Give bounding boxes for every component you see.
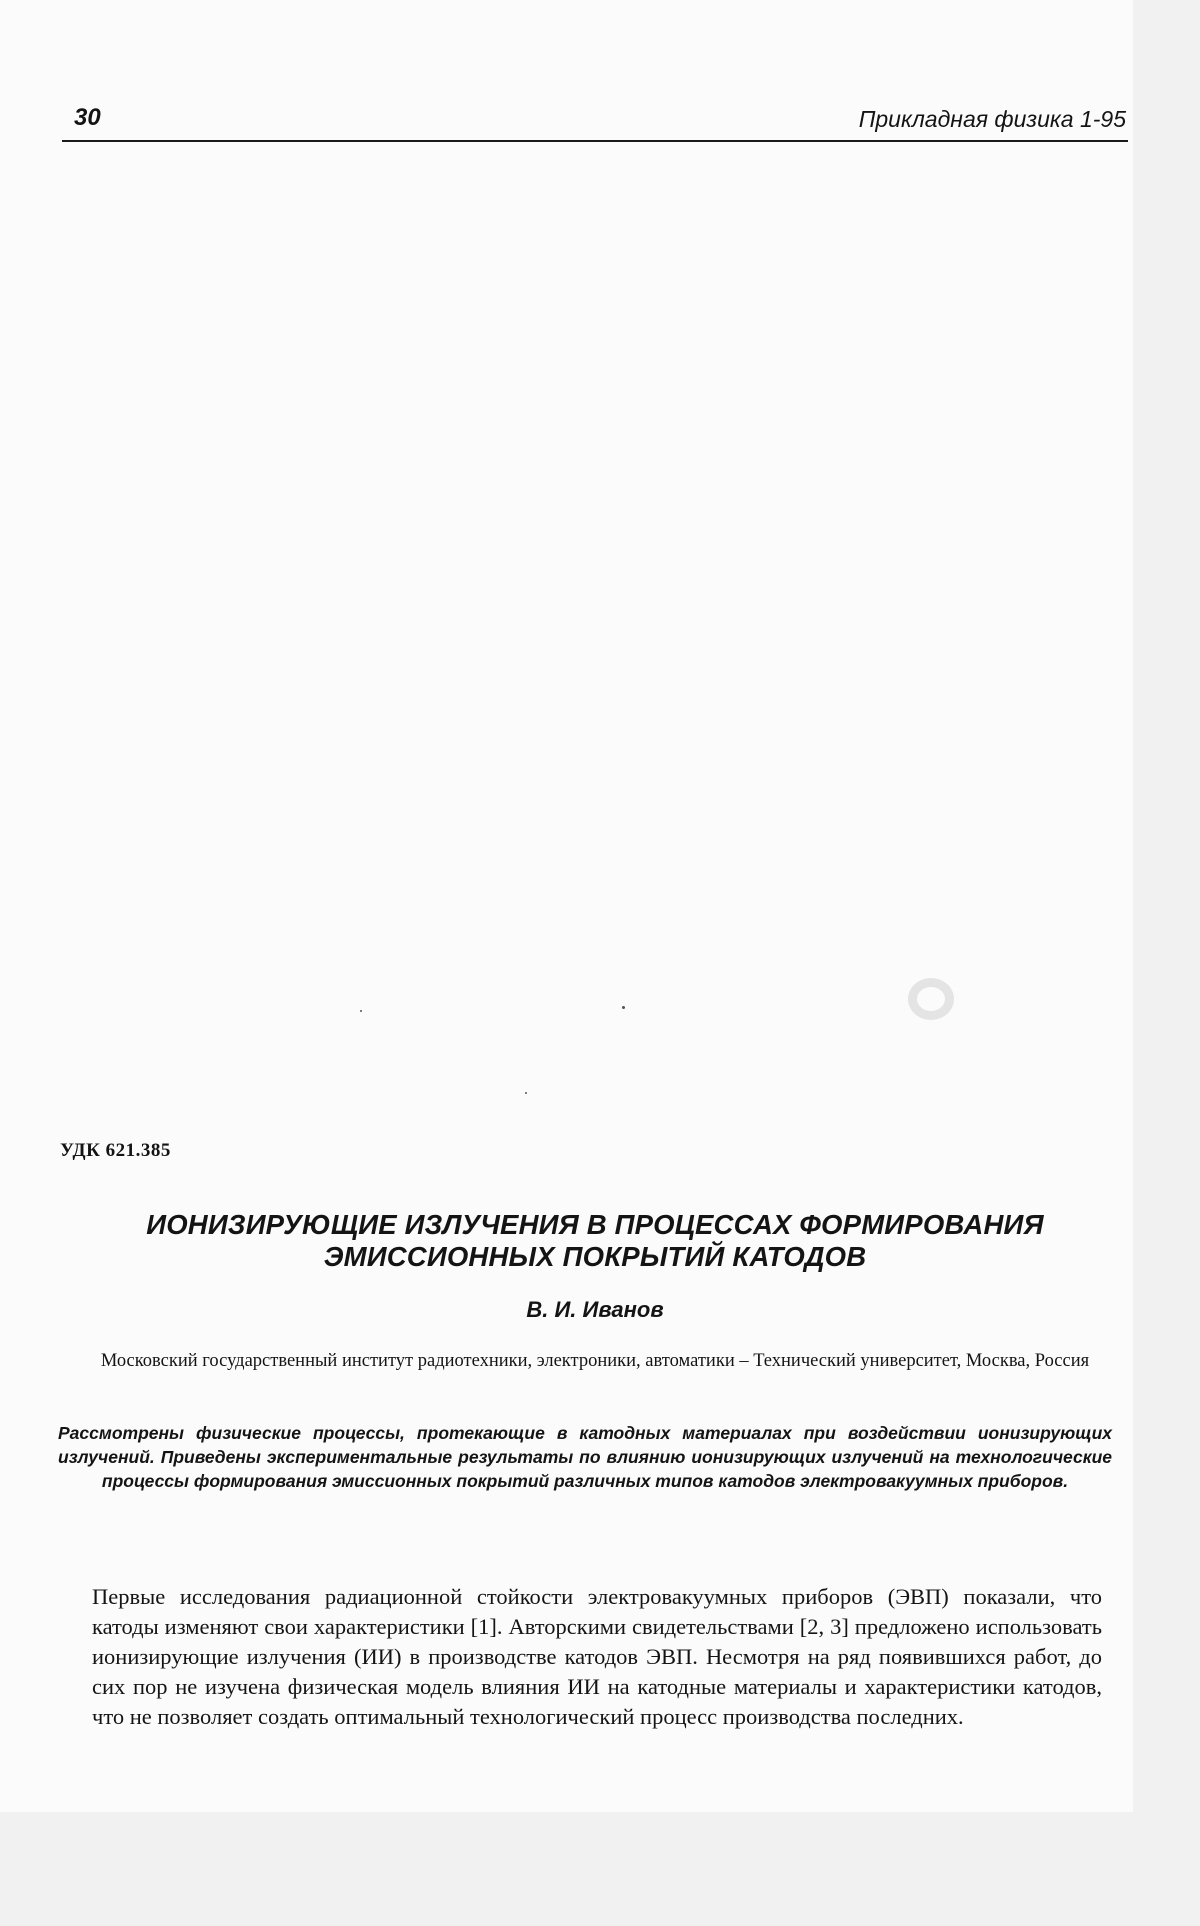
article-title: ИОНИЗИРУЮЩИЕ ИЗЛУЧЕНИЯ В ПРОЦЕССАХ ФОРМИРОВАНИЯ ЭМИССИОННЫХ ПОКРЫТИЙ КАТОДОВ — [146, 1209, 1044, 1272]
article-abstract: Рассмотрены физические процессы, протекающие в катодных материалах при воздействии ионизирующих излучений. Приведены экспериментальные результаты по влиянию ионизирующих излучений на технологические процессы формирования эмиссионных покрытий различных типов катодов электровакуумных приборов. — [58, 1423, 1112, 1491]
journal-title: Прикладная физика 1-95 — [858, 106, 1126, 132]
body-paragraph: Первые исследования радиационной стойкости электровакуумных приборов (ЭВП) показали, что катоды изменяют свои характеристики [1]. Авторскими свидетельствами [2, 3] предложено использовать ионизирующие излучения (ИИ) в производстве катодов ЭВП. Несмотря на ряд появившихся работ, до сих пор не изучена физическая модель влияния ИИ на катодные материалы и характеристики катодов, что не позволяет создать оптимальный технологический процесс производства последних. — [92, 1584, 1102, 1729]
running-header — [62, 100, 1128, 142]
scan-speck — [360, 1010, 362, 1012]
author-affiliation: Московский государственный институт радиотехники, электроники, автоматики – Технический университет, Москва, Россия — [100, 1351, 1090, 1371]
article-author: В. И. Иванов — [526, 1297, 664, 1322]
scan-speck — [622, 1006, 625, 1009]
scan-speck — [525, 1092, 527, 1094]
page-number: 30 — [74, 104, 101, 131]
scan-stain — [908, 978, 954, 1020]
udk-code: УДК 621.385 — [60, 1140, 171, 1161]
